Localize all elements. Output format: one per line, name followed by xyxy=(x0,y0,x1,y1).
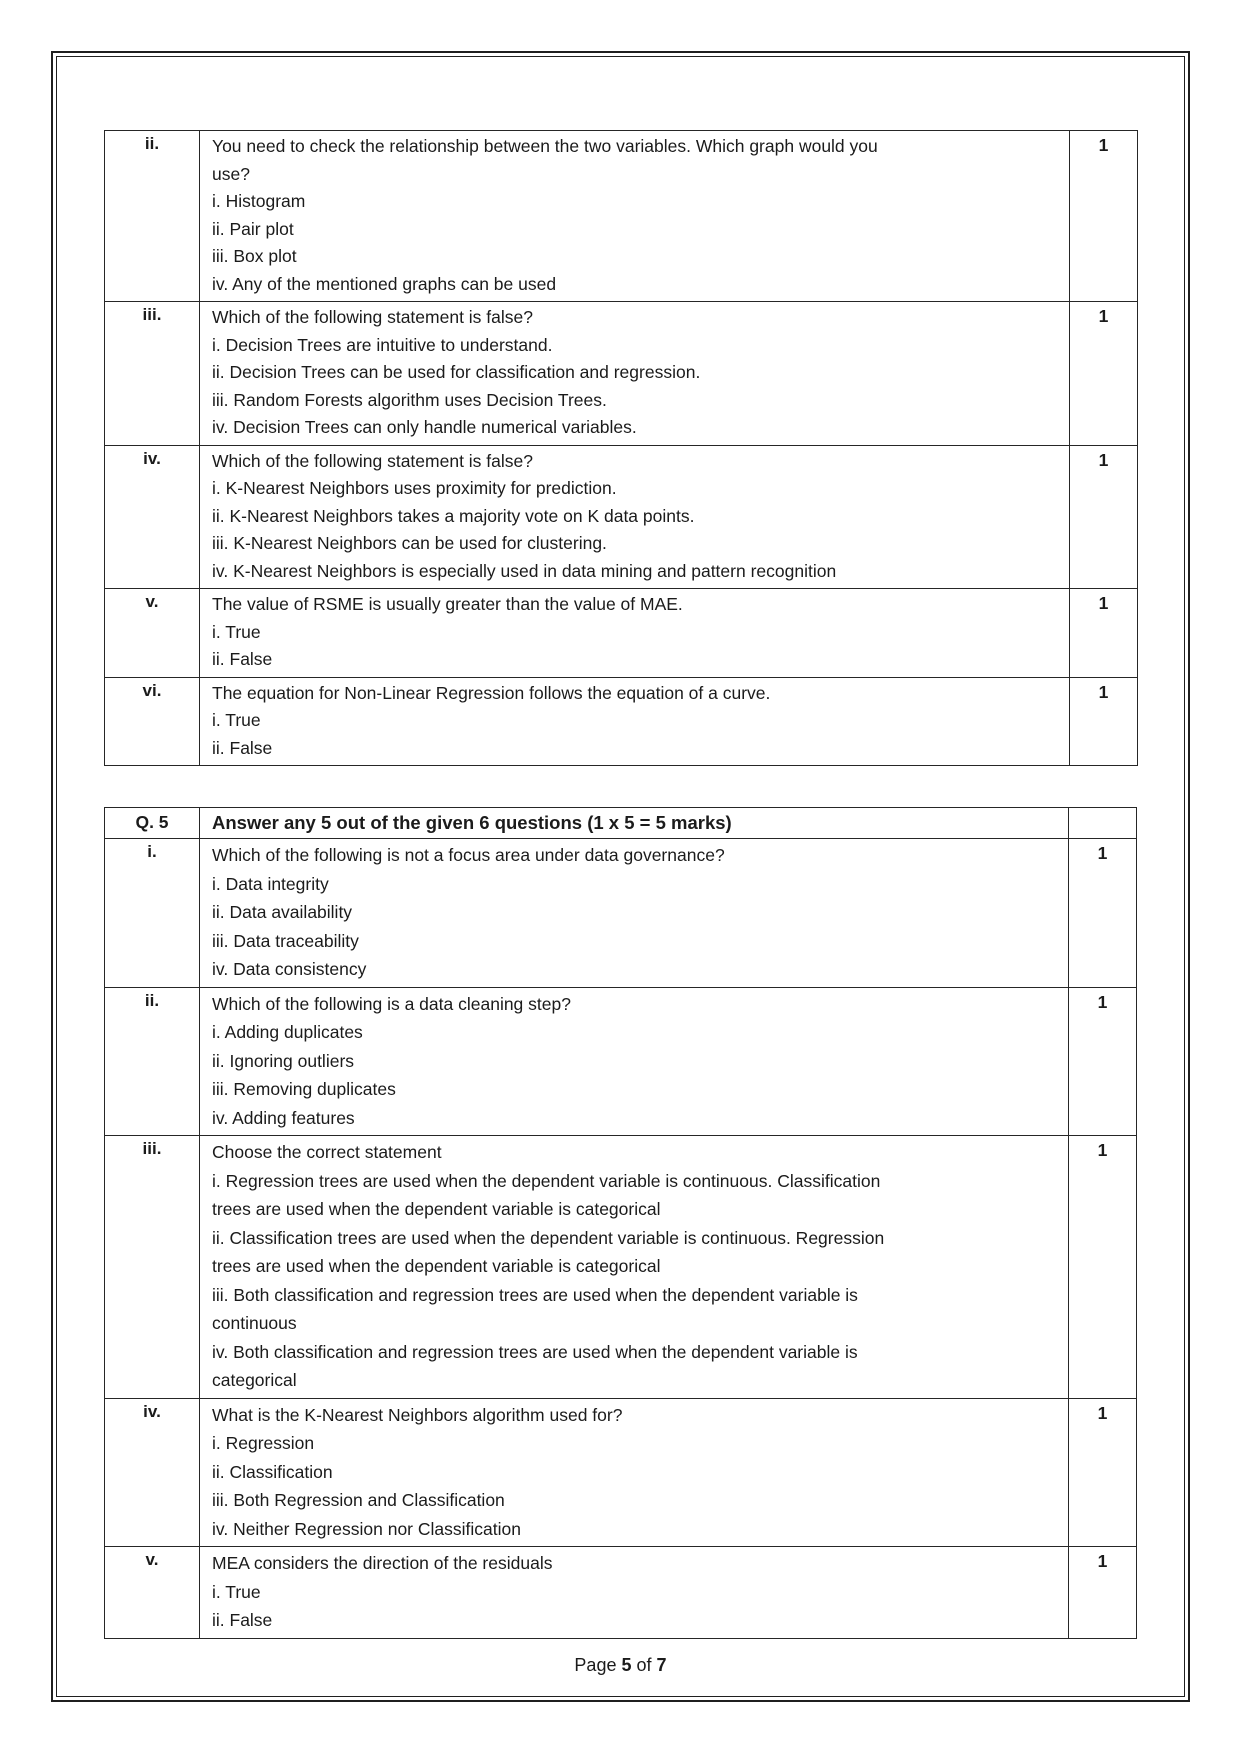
question-line: ii. K-Nearest Neighbors takes a majority vote on K data points. xyxy=(212,505,695,526)
question-line: iii. Box plot xyxy=(212,246,297,266)
table-row xyxy=(105,1547,1137,1639)
marks-cell: 1 xyxy=(1069,1136,1137,1399)
question-line: i. Regression trees are used when the dependent variable is continuous. Classification xyxy=(212,1170,881,1191)
question-line: ii. False xyxy=(212,1610,273,1630)
question-lines xyxy=(212,448,1057,586)
question-line: iii. K-Nearest Neighbors can be used for clustering. xyxy=(212,533,607,553)
question-line: iv. K-Nearest Neighbors is especially used in data mining and pattern recognition xyxy=(212,560,837,581)
question-line: iv. Neither Regression nor Classification xyxy=(212,1518,521,1539)
question-line: i. K-Nearest Neighbors uses proximity for prediction. xyxy=(212,478,617,498)
marks-cell: 1 xyxy=(1070,589,1138,678)
question-line: ii. False xyxy=(212,649,273,669)
question-line: iv. Both classification and regression trees are used when the dependent variable is xyxy=(212,1341,858,1362)
question-lines xyxy=(212,680,1057,763)
question-line: iv. Data consistency xyxy=(212,959,367,979)
marks-cell: 1 xyxy=(1069,987,1137,1136)
question-line: use? xyxy=(212,163,250,184)
question-line: ii. Ignoring outliers xyxy=(212,1050,355,1071)
footer-word-page: Page xyxy=(574,1655,617,1675)
question-line: ii. Pair plot xyxy=(212,218,294,239)
question-line: MEA considers the direction of the residuals xyxy=(212,1553,553,1573)
question-table-q4 xyxy=(104,130,1138,766)
question-number: ii. xyxy=(105,987,200,1136)
table-row xyxy=(105,1398,1137,1547)
table-row xyxy=(105,839,1137,988)
question-cell xyxy=(200,1547,1069,1639)
question-table-q5 xyxy=(104,807,1137,1639)
question-cell xyxy=(200,589,1070,678)
table-row xyxy=(105,677,1138,766)
question-line: Which of the following is not a focus area under data governance? xyxy=(212,845,725,865)
section-number: Q. 5 xyxy=(105,808,200,839)
footer-word-of: of xyxy=(636,1655,652,1675)
table-row xyxy=(105,589,1138,678)
question-number: vi. xyxy=(105,677,200,766)
question-number: v. xyxy=(105,1547,200,1639)
question-line: i. Histogram xyxy=(212,191,306,211)
question-line: i. True xyxy=(212,621,261,642)
question-line: Which of the following statement is false? xyxy=(212,307,533,327)
question-lines xyxy=(212,304,1057,442)
marks-cell xyxy=(1069,808,1137,839)
question-line: Choose the correct statement xyxy=(212,1142,442,1162)
question-number: v. xyxy=(105,589,200,678)
question-cell xyxy=(200,302,1070,446)
marks-cell: 1 xyxy=(1070,302,1138,446)
question-line: ii. Decision Trees can be used for classification and regression. xyxy=(212,362,701,382)
marks-cell: 1 xyxy=(1069,839,1137,988)
question-cell xyxy=(200,677,1070,766)
question-number: iv. xyxy=(105,1398,200,1547)
question-cell xyxy=(200,1136,1069,1399)
question-lines xyxy=(212,990,1056,1133)
question-line: i. Regression xyxy=(212,1433,315,1453)
question-line: trees are used when the dependent variable is categorical xyxy=(212,1256,661,1276)
question-lines xyxy=(212,1549,1056,1635)
question-lines xyxy=(212,1138,1056,1395)
question-lines xyxy=(212,1401,1056,1544)
question-line: iii. Both classification and regression trees are used when the dependent variable is xyxy=(212,1284,858,1305)
question-line: iii. Data traceability xyxy=(212,930,359,951)
marks-cell: 1 xyxy=(1069,1398,1137,1547)
question-line: Which of the following statement is false? xyxy=(212,450,533,471)
question-line: iii. Random Forests algorithm uses Decision Trees. xyxy=(212,389,607,410)
page-footer xyxy=(51,1650,1190,1680)
question-line: trees are used when the dependent variable is categorical xyxy=(212,1199,661,1219)
question-cell xyxy=(200,445,1070,589)
question-cell xyxy=(200,839,1069,988)
section-title: Answer any 5 out of the given 6 questions (1 x 5 = 5 marks) xyxy=(200,808,1069,839)
question-number: iv. xyxy=(105,445,200,589)
question-lines xyxy=(212,133,1057,298)
question-line: What is the K-Nearest Neighbors algorithm used for? xyxy=(212,1404,623,1425)
footer-total-pages: 7 xyxy=(656,1655,667,1675)
marks-cell: 1 xyxy=(1070,131,1138,302)
question-line: categorical xyxy=(212,1370,297,1390)
question-lines xyxy=(212,591,1057,674)
question-number: iii. xyxy=(105,302,200,446)
table-row xyxy=(105,445,1138,589)
question-line: i. Decision Trees are intuitive to understand. xyxy=(212,334,553,355)
marks-cell: 1 xyxy=(1070,677,1138,766)
question-cell xyxy=(200,131,1070,302)
question-line: i. Adding duplicates xyxy=(212,1022,363,1042)
table-row xyxy=(105,987,1137,1136)
question-line: iv. Decision Trees can only handle numerical variables. xyxy=(212,417,637,437)
marks-cell: 1 xyxy=(1069,1547,1137,1639)
table-row xyxy=(105,1136,1137,1399)
question-line: i. Data integrity xyxy=(212,873,329,894)
question-line: iii. Both Regression and Classification xyxy=(212,1490,505,1510)
question-line: ii. Data availability xyxy=(212,902,353,922)
table-row xyxy=(105,302,1138,446)
question-line: iv. Adding features xyxy=(212,1107,355,1128)
question-cell xyxy=(200,987,1069,1136)
question-line: continuous xyxy=(212,1313,297,1333)
question-line: ii. False xyxy=(212,737,273,758)
question-line: i. True xyxy=(212,710,261,730)
table-row xyxy=(105,131,1138,302)
question-line: You need to check the relationship between the two variables. Which graph would you xyxy=(212,136,878,156)
section-header-row xyxy=(105,808,1137,839)
question-line: ii. Classification xyxy=(212,1461,333,1482)
question-cell xyxy=(200,1398,1069,1547)
question-number: i. xyxy=(105,839,200,988)
question-line: iv. Any of the mentioned graphs can be used xyxy=(212,273,557,294)
marks-cell: 1 xyxy=(1070,445,1138,589)
question-line: i. True xyxy=(212,1581,261,1602)
question-line: The equation for Non-Linear Regression follows the equation of a curve. xyxy=(212,682,771,703)
question-line: Which of the following is a data cleaning step? xyxy=(212,993,571,1014)
question-lines xyxy=(212,841,1056,984)
question-line: ii. Classification trees are used when the dependent variable is continuous. Regression xyxy=(212,1227,885,1248)
question-number: iii. xyxy=(105,1136,200,1399)
question-line: The value of RSME is usually greater than the value of MAE. xyxy=(212,594,683,614)
question-line: iii. Removing duplicates xyxy=(212,1079,396,1099)
question-number: ii. xyxy=(105,131,200,302)
footer-page-number: 5 xyxy=(621,1655,632,1675)
